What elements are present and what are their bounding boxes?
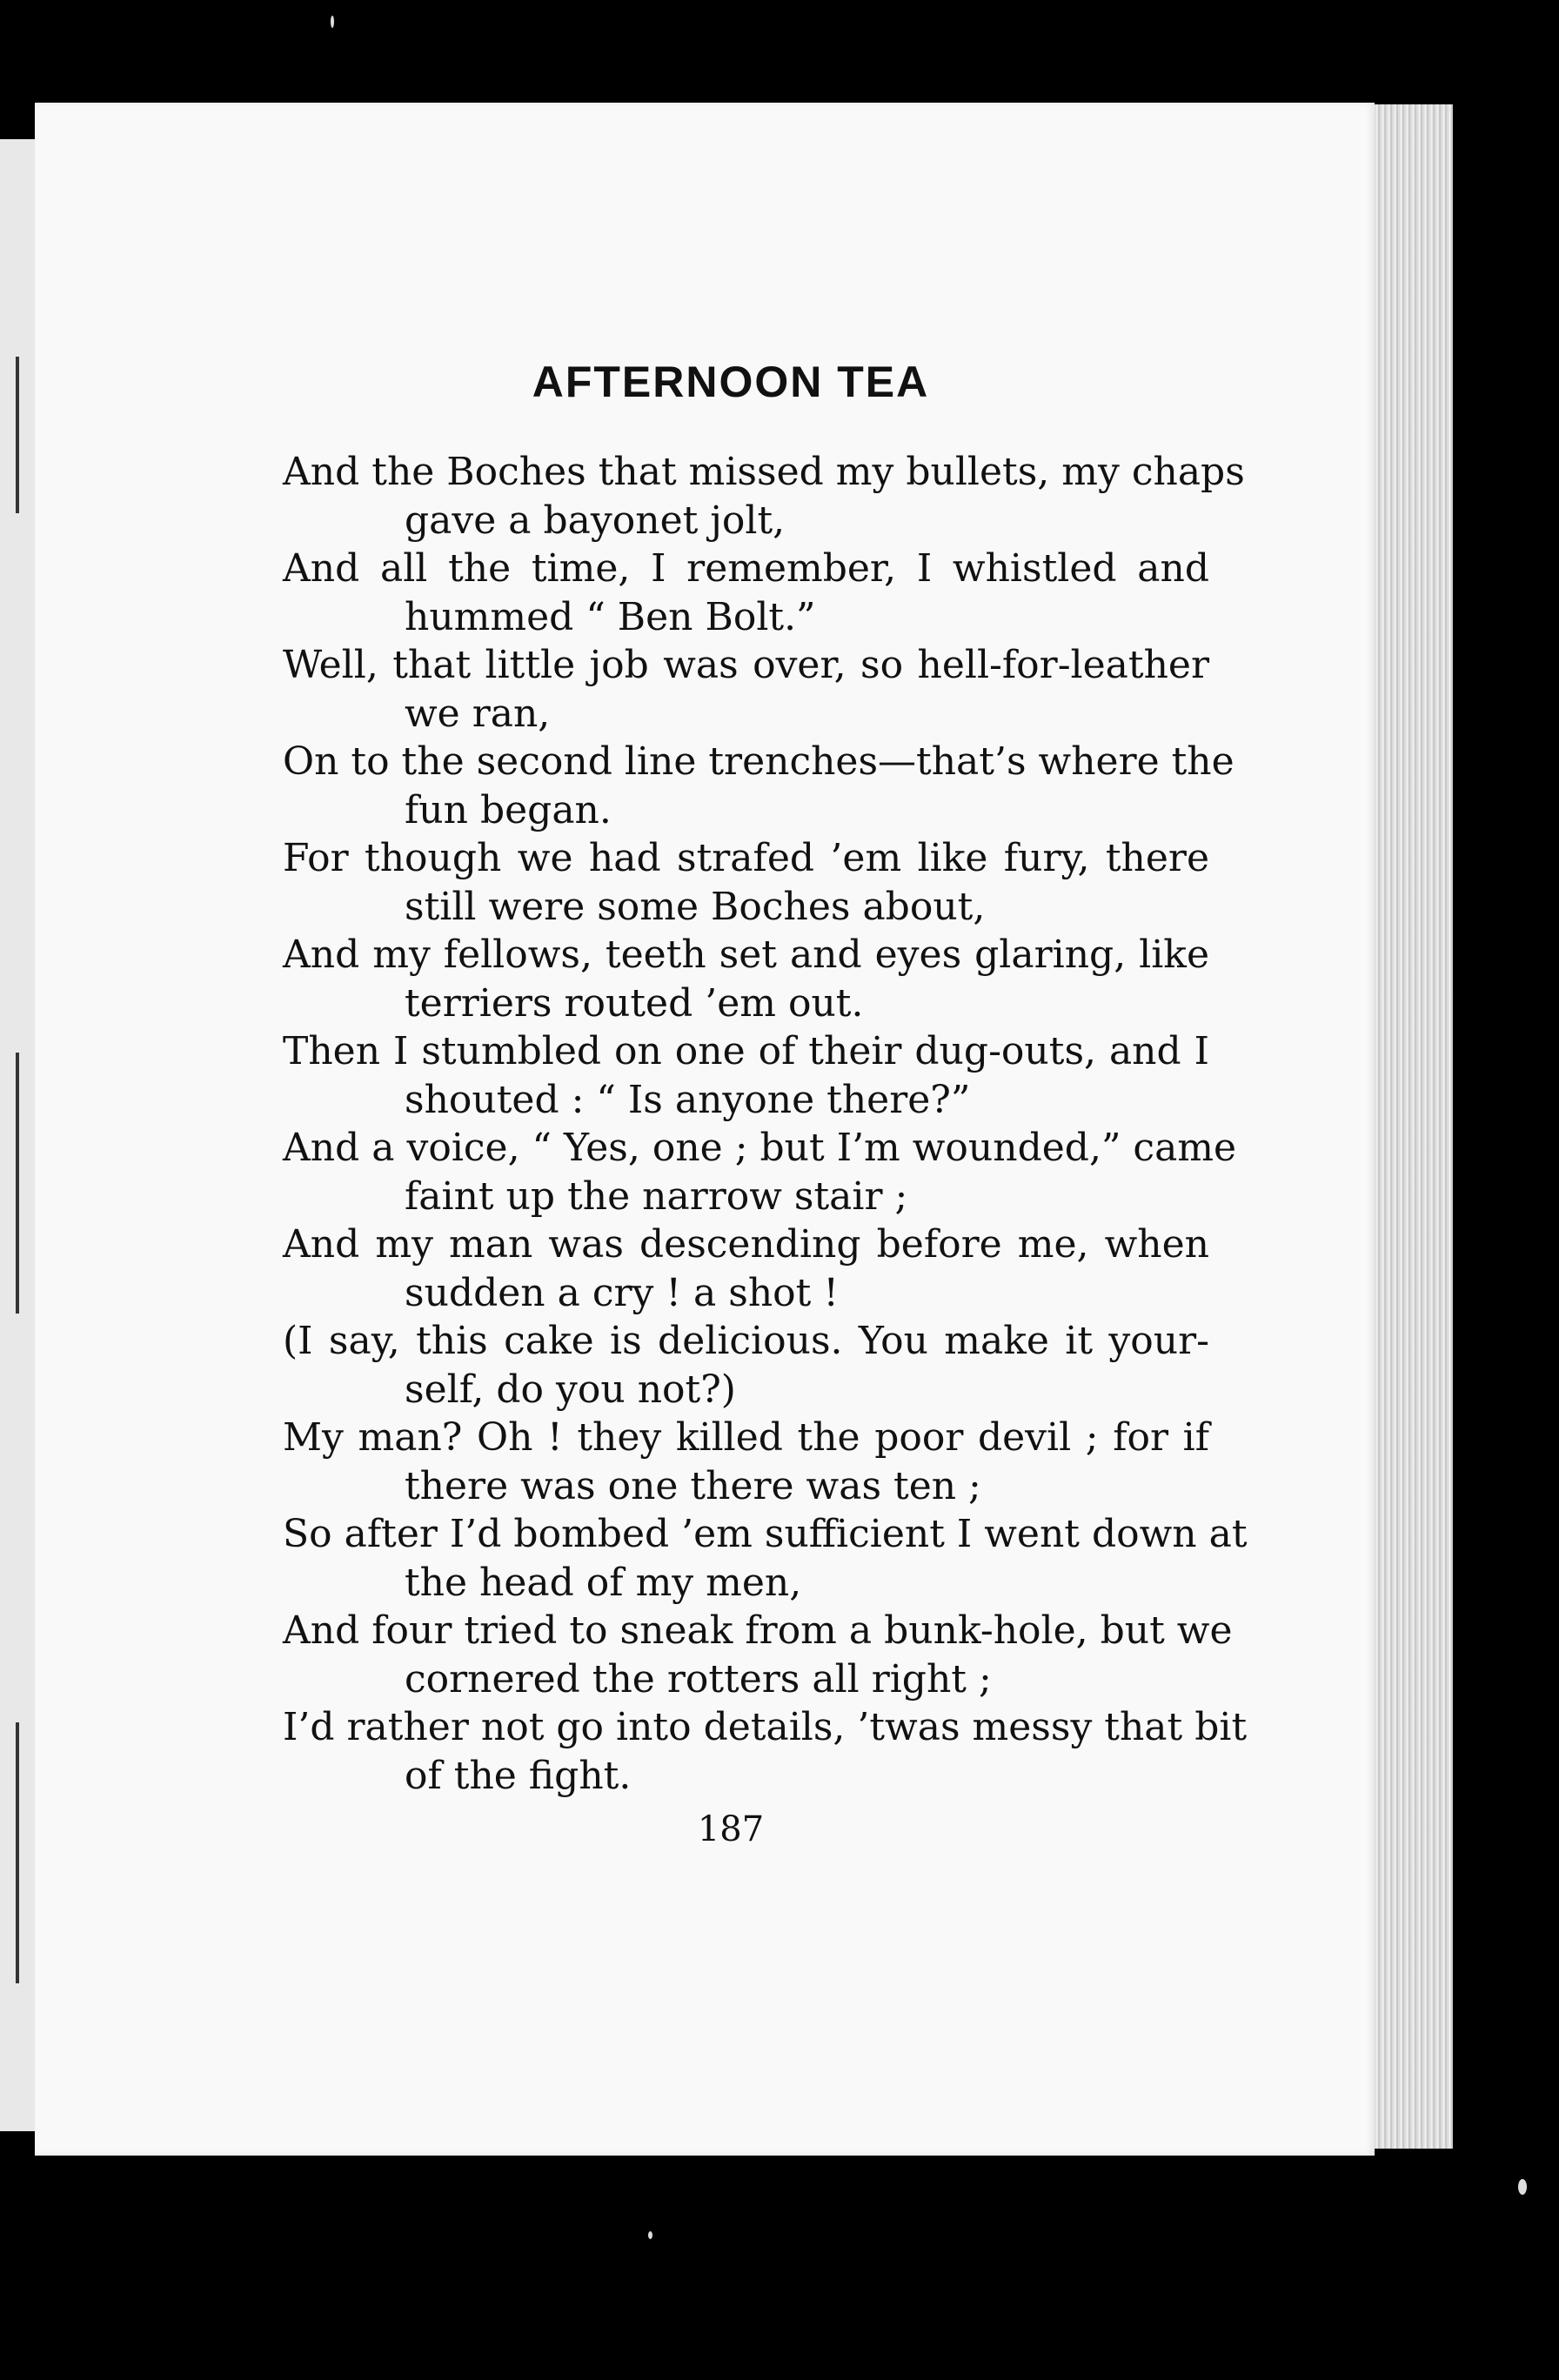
poem-line: of the fight. [405, 1753, 632, 1798]
poem-line: fun began. [405, 787, 612, 832]
poem-line: For though we had strafed ’em like fury, there [283, 836, 1209, 880]
poem-line: And all the time, I remember, I whistled and [283, 546, 1209, 591]
poem-line: And four tried to sneak from a bunk-hole, but we [283, 1608, 1233, 1653]
poem-line: still were some Boches about, [405, 884, 986, 929]
binding-thread [16, 1053, 19, 1314]
poem-line: hummed “ Ben Bolt.” [405, 594, 816, 639]
poem-line: I’d rather not go into details, ’twas messy that bit [283, 1705, 1248, 1749]
poem-line: On to the second line trenches—that’s where the [283, 739, 1234, 784]
poem-line: So after I’d bombed ’em sufficient I went down at [283, 1512, 1248, 1556]
poem-line: gave a bayonet jolt, [405, 498, 786, 543]
poem-line: And my man was descending before me, when [283, 1222, 1209, 1267]
poem-line: self, do you not?) [405, 1367, 736, 1412]
poem-line: faint up the narrow stair ; [405, 1173, 908, 1219]
poem-line: there was one there was ten ; [405, 1463, 981, 1508]
poem-line: Well, that little job was over, so hell-for-leather [283, 643, 1209, 687]
poem-line: shouted : “ Is anyone there?” [405, 1077, 971, 1122]
poem-line: terriers routed ’em out. [405, 980, 864, 1026]
poem-line: cornered the rotters all right ; [405, 1656, 992, 1701]
poem-line: (I say, this cake is delicious. You make it your- [283, 1319, 1209, 1363]
poem-line: And my fellows, teeth set and eyes glaring, like [283, 933, 1209, 977]
poem-line: we ran, [405, 691, 551, 736]
poem-line: the head of my men, [405, 1560, 802, 1605]
film-speck [648, 2231, 652, 2239]
poem-line: sudden a cry ! a shot ! [405, 1270, 839, 1315]
poem-body [283, 448, 1248, 1800]
film-speck [1518, 2179, 1527, 2195]
binding-thread [16, 1722, 19, 1983]
poem-line: And the Boches that missed my bullets, my chaps [283, 450, 1245, 494]
film-speck [331, 16, 334, 28]
poem-line: Then I stumbled on one of their dug-outs, and I [283, 1029, 1209, 1073]
poem-line: My man? Oh ! they killed the poor devil ; for if [283, 1415, 1209, 1460]
running-head: AFTERNOON TEA [532, 358, 930, 406]
page-number: 187 [697, 1809, 765, 1849]
poem-line: And a voice, “ Yes, one ; but I’m wounded,” came [283, 1126, 1237, 1170]
